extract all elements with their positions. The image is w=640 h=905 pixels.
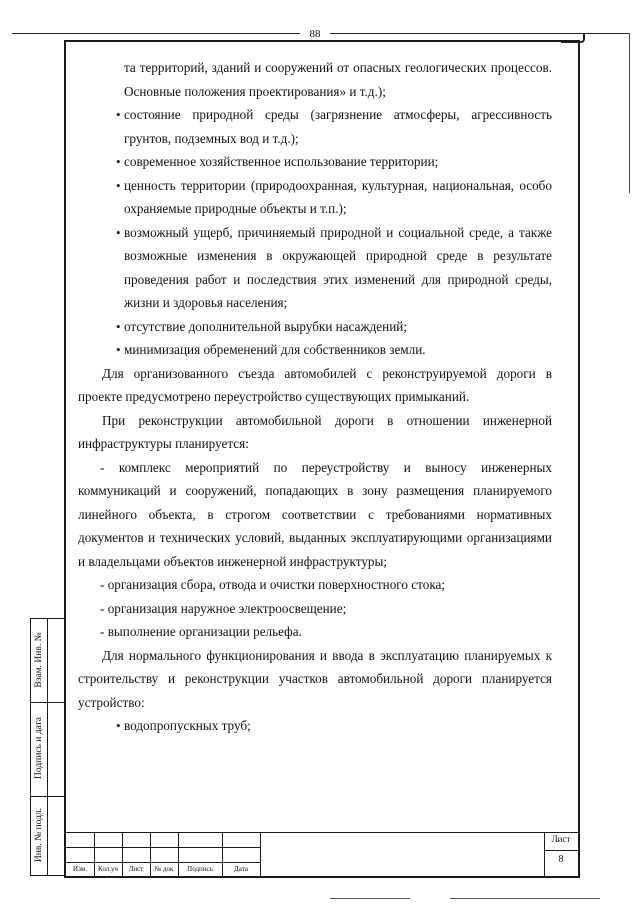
page-number: 88 xyxy=(300,28,330,40)
bullet-item xyxy=(78,150,552,174)
footer-rule xyxy=(450,898,600,899)
title-block xyxy=(66,832,578,876)
footer-rule xyxy=(330,898,410,899)
tb-line-top xyxy=(66,832,578,833)
dash-item: - выполнение организации рельефа. xyxy=(100,624,302,639)
tb-line-sheet xyxy=(544,850,578,851)
bullet-item xyxy=(78,174,552,221)
right-edge-rule xyxy=(629,33,630,193)
bullet-item xyxy=(78,338,552,362)
tb-caption-ndok: № док xyxy=(154,865,174,873)
side-cell-podpis xyxy=(31,703,65,797)
bullet-text: состояние природной среды (загрязнение атмосферы, агрессивность грунтов, подземных вод и т.д.); xyxy=(124,107,552,146)
dash-item: - организация наружное электроосвещение; xyxy=(100,600,347,616)
bullet-text: возможный ущерб, причиняемый природной и социальной среде, а также возможные изменения в окружающей природной среде в результате проведения работ и последствия этих изменений для природной среды, жизни и здоровья населения; xyxy=(124,224,552,310)
tb-caption-list: Лист xyxy=(128,865,144,873)
tb-line-row1 xyxy=(66,847,260,848)
bullet-text: отсутствие дополнительной вырубки насаждений; xyxy=(124,318,407,334)
bullet-icon: • xyxy=(116,177,121,193)
side-stamp xyxy=(30,618,66,876)
side-label-podpis: Подпись и дата xyxy=(34,716,44,780)
bullet-text: водопропускных труб; xyxy=(124,718,251,733)
paragraph-continuation: та территорий, зданий и сооружений от опасных геологических процессов. Основные положения проектирования» и т.д.); xyxy=(124,60,552,99)
bullet-item xyxy=(78,714,552,738)
bullet-icon: • xyxy=(116,224,121,240)
sheet-caption: Лист xyxy=(551,834,571,844)
bullet-icon: • xyxy=(116,342,121,357)
tb-caption-izm: Изм. xyxy=(73,865,87,873)
bullet-item xyxy=(78,103,552,150)
sheet-number: 8 xyxy=(558,854,564,865)
side-label-vzam: Взам. Инв. № xyxy=(34,632,44,688)
bullet-icon: • xyxy=(116,154,121,169)
paragraph: При реконструкции автомобильной дороги в отношении инженерной инфраструктуры планируется: xyxy=(78,412,552,451)
tb-col-line xyxy=(544,832,545,876)
dash-item: - комплекс мероприятий по переустройству и выносу инженерных коммуникаций и сооружений, попадающих в зону размещения планируемого линейного объекта, в строгом соответствии с требованиями нормативных документов и технических условий, выданных эксплуатирующими организациями и владельцами объектов инженерной инфраструктуры; xyxy=(78,459,552,569)
tb-caption-data: Дата xyxy=(234,865,248,873)
bullet-item xyxy=(78,315,552,339)
bullet-item xyxy=(78,221,552,315)
paragraph: Для организованного съезда автомобилей с реконструируемой дороги в проекте предусмотрено переустройство существующих примыканий. xyxy=(78,365,552,404)
side-label-inv: Инв. № подл. xyxy=(34,807,44,863)
paragraph: Для нормального функционирования и ввода в эксплуатацию планируемых к строительству и реконструкции участков автомобильной дороги планируется устройство: xyxy=(78,647,552,710)
side-cell-vzam xyxy=(31,619,65,703)
tb-caption-podpis: Подпись xyxy=(187,865,213,873)
tb-col-line xyxy=(260,832,261,876)
document-body xyxy=(78,56,552,738)
bullet-icon: • xyxy=(116,107,121,122)
bullet-text: современное хозяйственное использование территории; xyxy=(124,154,439,169)
dash-item: - организация сбора, отвода и очистки поверхностного стока; xyxy=(100,577,446,592)
bullet-text: минимизация обременений для собственников земли. xyxy=(124,342,426,357)
bullet-icon: • xyxy=(116,718,121,733)
tb-caption-kolvo: Кол.уч xyxy=(98,865,118,873)
bullet-text: ценность территории (природоохранная, культурная, национальная, особо охраняемые природные объекты и т.п.); xyxy=(124,177,552,216)
bullet-icon: • xyxy=(116,318,121,334)
side-cell-inv xyxy=(31,797,65,875)
tb-line-row2 xyxy=(66,862,260,863)
